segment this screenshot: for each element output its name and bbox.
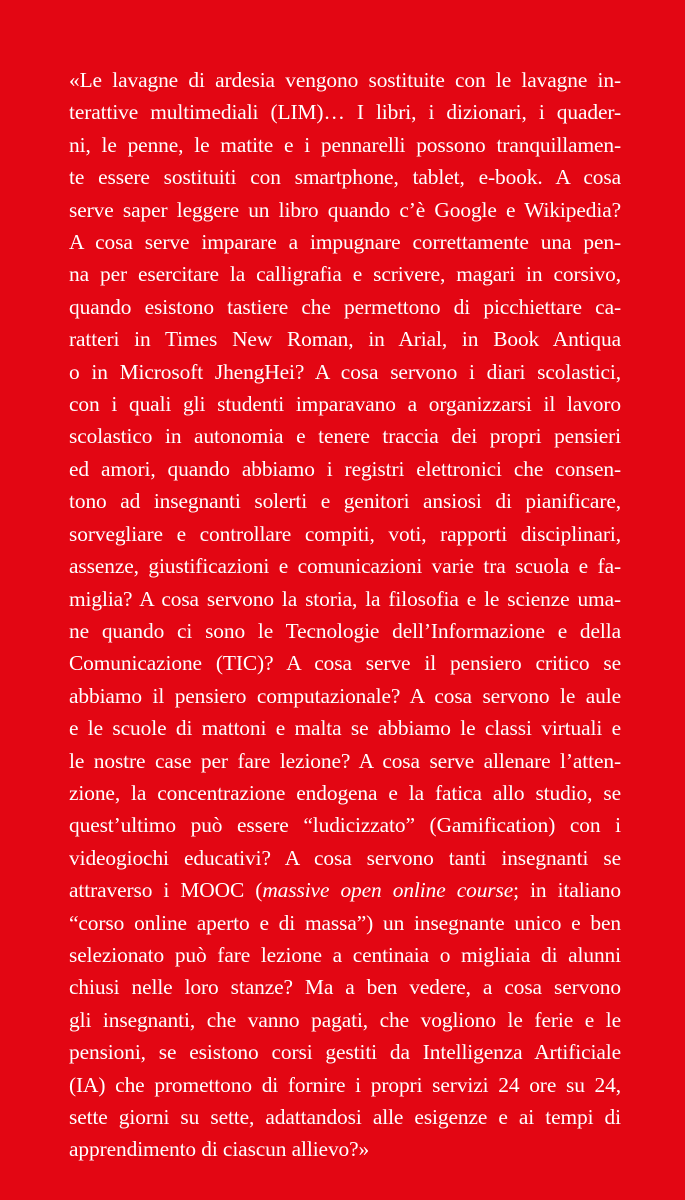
text-segment: quando esistono tastiere che permettono di picchiettare ca- bbox=[69, 294, 621, 319]
quote-text-block bbox=[69, 64, 621, 1166]
text-line bbox=[69, 258, 621, 290]
text-segment: na per esercitare la calligrafia e scrivere, magari in corsivo, bbox=[69, 262, 621, 287]
text-line bbox=[69, 161, 621, 193]
text-segment: o in Microsoft JhengHei? A cosa servono i diari scolastici, bbox=[69, 359, 621, 384]
text-segment: miglia? A cosa servono la storia, la filosofia e le scienze uma- bbox=[69, 586, 621, 611]
text-line bbox=[69, 550, 621, 582]
text-segment: videogiochi educativi? A cosa servono tanti insegnanti se bbox=[69, 845, 621, 870]
text-line bbox=[69, 388, 621, 420]
text-line bbox=[69, 323, 621, 355]
text-line bbox=[69, 809, 621, 841]
text-line bbox=[69, 518, 621, 550]
text-segment: «Le lavagne di ardesia vengono sostituite con le lavagne in- bbox=[69, 68, 621, 92]
text-line bbox=[69, 1069, 621, 1101]
text-segment: selezionato può fare lezione a centinaia o migliaia di alunni bbox=[69, 942, 621, 967]
text-segment: Comunicazione (TIC)? A cosa serve il pensiero critico se bbox=[69, 651, 621, 676]
text-segment: sorvegliare e controllare compiti, voti, rapporti disciplinari, bbox=[69, 521, 621, 546]
text-line bbox=[69, 680, 621, 712]
text-segment: le nostre case per fare lezione? A cosa serve allenare l’atten- bbox=[69, 748, 621, 773]
text-segment: gli insegnanti, che vanno pagati, che vogliono le ferie e le bbox=[69, 1007, 621, 1032]
text-segment: tono ad insegnanti solerti e genitori ansiosi di pianificare, bbox=[69, 489, 621, 514]
text-line bbox=[69, 615, 621, 647]
text-line bbox=[69, 907, 621, 939]
text-line bbox=[69, 842, 621, 874]
text-line bbox=[69, 485, 621, 517]
text-segment: abbiamo il pensiero computazionale? A cosa servono le aule bbox=[69, 683, 621, 708]
text-line bbox=[69, 874, 621, 906]
text-segment: ne quando ci sono le Tecnologie dell’Informazione e della bbox=[69, 618, 621, 643]
text-line bbox=[69, 745, 621, 777]
text-segment: te essere sostituiti con smartphone, tablet, e-book. A cosa bbox=[69, 165, 621, 190]
text-line bbox=[69, 647, 621, 679]
text-line bbox=[69, 96, 621, 128]
text-line bbox=[69, 1004, 621, 1036]
text-segment: ; in italiano bbox=[513, 878, 621, 903]
text-segment: quest’ultimo può essere “ludicizzato” (Gamification) con i bbox=[69, 813, 621, 838]
text-line bbox=[69, 291, 621, 323]
text-segment: serve saper leggere un libro quando c’è Google e Wikipedia? bbox=[69, 197, 621, 222]
text-line bbox=[69, 1101, 621, 1133]
text-segment: ed amori, quando abbiamo i registri elettronici che consen- bbox=[69, 456, 621, 481]
text-line bbox=[69, 64, 621, 96]
text-line bbox=[69, 712, 621, 744]
text-segment: terattive multimediali (LIM)… I libri, i dizionari, i quader- bbox=[69, 100, 621, 125]
italic-text-segment: massive open online course bbox=[262, 878, 514, 903]
text-line bbox=[69, 226, 621, 258]
text-line bbox=[69, 1133, 621, 1165]
text-line bbox=[69, 583, 621, 615]
text-line bbox=[69, 971, 621, 1003]
text-segment: e le scuole di mattoni e malta se abbiamo le classi virtuali e bbox=[69, 716, 621, 741]
text-segment: apprendimento di ciascun allievo?» bbox=[69, 1137, 370, 1162]
text-segment: attraverso i MOOC ( bbox=[69, 878, 263, 903]
text-segment: “corso online aperto e di massa”) un insegnante unico e ben bbox=[69, 910, 621, 935]
text-segment: pensioni, se esistono corsi gestiti da Intelligenza Artificiale bbox=[69, 1040, 621, 1065]
text-segment: scolastico in autonomia e tenere traccia dei propri pensieri bbox=[69, 424, 621, 449]
text-line bbox=[69, 1036, 621, 1068]
text-segment: ni, le penne, le matite e i pennarelli possono tranquillamen- bbox=[69, 132, 621, 157]
text-segment: ratteri in Times New Roman, in Arial, in Book Antiqua bbox=[69, 327, 621, 352]
text-line bbox=[69, 777, 621, 809]
text-segment: (IA) che promettono di fornire i propri servizi 24 ore su 24, bbox=[69, 1072, 621, 1097]
text-line bbox=[69, 356, 621, 388]
text-line bbox=[69, 194, 621, 226]
text-line bbox=[69, 453, 621, 485]
text-segment: zione, la concentrazione endogena e la fatica allo studio, se bbox=[69, 780, 621, 805]
text-segment: con i quali gli studenti imparavano a organizzarsi il lavoro bbox=[69, 392, 621, 417]
text-line bbox=[69, 939, 621, 971]
text-line bbox=[69, 129, 621, 161]
text-segment: A cosa serve imparare a impugnare correttamente una pen- bbox=[69, 230, 621, 255]
text-segment: chiusi nelle loro stanze? Ma a ben vedere, a cosa servono bbox=[69, 975, 621, 1000]
text-line bbox=[69, 420, 621, 452]
text-segment: assenze, giustificazioni e comunicazioni varie tra scuola e fa- bbox=[69, 554, 621, 579]
text-segment: sette giorni su sette, adattandosi alle esigenze e ai tempi di bbox=[69, 1105, 621, 1129]
